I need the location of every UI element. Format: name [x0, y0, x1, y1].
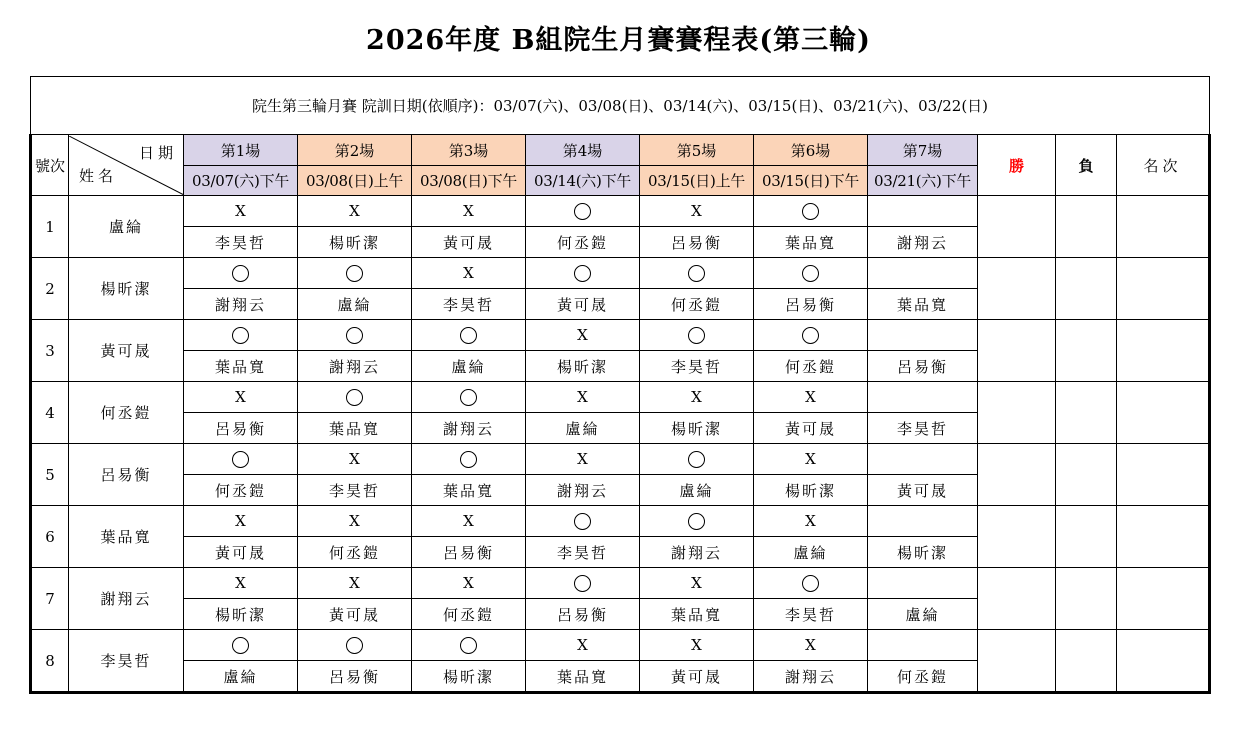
loss-mark: X — [298, 506, 412, 537]
win-count-cell — [978, 382, 1056, 444]
win-mark — [298, 630, 412, 661]
round-header-3: 第3場 — [412, 135, 526, 166]
round-header-2: 第2場 — [298, 135, 412, 166]
loss-mark: X — [754, 444, 868, 475]
win-count-cell — [978, 196, 1056, 258]
loss-count-cell — [1056, 630, 1117, 693]
result-cell — [868, 630, 978, 661]
win-mark — [640, 506, 754, 537]
opponent-name: 葉品寬 — [640, 599, 754, 630]
player-name: 楊昕潔 — [69, 258, 184, 320]
opponent-name: 盧綸 — [526, 413, 640, 444]
page-title: 2026年度 B組院生月賽賽程表(第三輪) — [366, 25, 871, 56]
circle-icon — [688, 513, 705, 530]
opponent-name: 李昊哲 — [754, 599, 868, 630]
win-count-cell — [978, 320, 1056, 382]
loss-mark: X — [526, 630, 640, 661]
header-row-rounds — [31, 135, 1210, 166]
schedule-table — [29, 76, 1211, 694]
loss-count-cell — [1056, 258, 1117, 320]
opponent-name: 呂易衡 — [184, 413, 298, 444]
win-mark — [184, 258, 298, 289]
loss-count-cell — [1056, 506, 1117, 568]
rank-cell — [1117, 568, 1210, 630]
opponent-name: 黃可晟 — [184, 537, 298, 568]
loss-mark: X — [412, 568, 526, 599]
player-number: 5 — [31, 444, 69, 506]
circle-icon — [688, 265, 705, 282]
loss-mark: X — [412, 258, 526, 289]
win-mark — [526, 568, 640, 599]
opponent-name: 葉品寬 — [412, 475, 526, 506]
name-header-label: 姓名 — [79, 166, 118, 185]
opponent-name: 楊昕潔 — [298, 227, 412, 258]
opponent-name: 盧綸 — [184, 661, 298, 693]
opponent-name: 呂易衡 — [868, 351, 978, 382]
opponent-name: 楊昕潔 — [184, 599, 298, 630]
circle-icon — [802, 327, 819, 344]
date-header-label: 日期 — [138, 143, 177, 162]
loss-count-cell — [1056, 382, 1117, 444]
player-name: 葉品寬 — [69, 506, 184, 568]
diagonal-header — [69, 135, 184, 196]
circle-icon — [232, 451, 249, 468]
loss-mark: X — [754, 382, 868, 413]
circle-icon — [346, 265, 363, 282]
win-mark — [526, 506, 640, 537]
circle-icon — [460, 451, 477, 468]
loss-mark: X — [754, 506, 868, 537]
win-mark — [526, 258, 640, 289]
round-date-6: 03/15(日)下午 — [754, 166, 868, 196]
player-name: 盧綸 — [69, 196, 184, 258]
rank-header: 名次 — [1117, 135, 1210, 196]
win-mark — [754, 258, 868, 289]
opponent-name: 謝翔云 — [640, 537, 754, 568]
player-row — [31, 382, 1210, 413]
player-row — [31, 258, 1210, 289]
result-cell — [868, 382, 978, 413]
circle-icon — [688, 327, 705, 344]
opponent-name: 楊昕潔 — [868, 537, 978, 568]
loss-mark: X — [298, 568, 412, 599]
number-header: 號次 — [31, 135, 69, 196]
player-number: 8 — [31, 630, 69, 693]
opponent-name: 盧綸 — [868, 599, 978, 630]
opponent-name: 盧綸 — [754, 537, 868, 568]
circle-icon — [802, 203, 819, 220]
player-row — [31, 506, 1210, 537]
opponent-name: 黃可晟 — [868, 475, 978, 506]
player-row — [31, 320, 1210, 351]
circle-icon — [574, 203, 591, 220]
opponent-name: 黃可晟 — [526, 289, 640, 320]
win-count-cell — [978, 444, 1056, 506]
win-count-cell — [978, 258, 1056, 320]
player-number: 1 — [31, 196, 69, 258]
player-number: 4 — [31, 382, 69, 444]
rank-cell — [1117, 630, 1210, 693]
round-header-4: 第4場 — [526, 135, 640, 166]
result-cell — [868, 568, 978, 599]
result-cell — [868, 444, 978, 475]
win-mark — [754, 568, 868, 599]
opponent-name: 呂易衡 — [754, 289, 868, 320]
player-row — [31, 630, 1210, 661]
opponent-name: 李昊哲 — [868, 413, 978, 444]
opponent-name: 呂易衡 — [640, 227, 754, 258]
win-count-cell — [978, 630, 1056, 693]
opponent-name: 黃可晟 — [754, 413, 868, 444]
opponent-name: 葉品寬 — [184, 351, 298, 382]
win-mark — [640, 320, 754, 351]
win-mark — [754, 196, 868, 227]
opponent-name: 何丞鎧 — [526, 227, 640, 258]
round-header-6: 第6場 — [754, 135, 868, 166]
round-date-4: 03/14(六)下午 — [526, 166, 640, 196]
loss-mark: X — [184, 568, 298, 599]
opponent-name: 謝翔云 — [868, 227, 978, 258]
round-header-7: 第7場 — [868, 135, 978, 166]
opponent-name: 呂易衡 — [298, 661, 412, 693]
opponent-name: 呂易衡 — [526, 599, 640, 630]
rank-cell — [1117, 258, 1210, 320]
opponent-name: 楊昕潔 — [412, 661, 526, 693]
opponent-name: 李昊哲 — [412, 289, 526, 320]
info-row — [31, 77, 1210, 135]
win-mark — [412, 630, 526, 661]
win-count-cell — [978, 506, 1056, 568]
result-cell — [868, 196, 978, 227]
circle-icon — [574, 575, 591, 592]
opponent-name: 盧綸 — [412, 351, 526, 382]
loss-count-cell — [1056, 568, 1117, 630]
opponent-name: 何丞鎧 — [184, 475, 298, 506]
circle-icon — [802, 575, 819, 592]
opponent-name: 何丞鎧 — [754, 351, 868, 382]
circle-icon — [346, 637, 363, 654]
win-mark — [412, 382, 526, 413]
win-header: 勝 — [978, 135, 1056, 196]
opponent-name: 李昊哲 — [184, 227, 298, 258]
opponent-name: 楊昕潔 — [640, 413, 754, 444]
opponent-name: 謝翔云 — [412, 413, 526, 444]
opponent-name: 謝翔云 — [526, 475, 640, 506]
loss-count-cell — [1056, 444, 1117, 506]
loss-mark: X — [526, 320, 640, 351]
win-mark — [754, 320, 868, 351]
win-mark — [298, 258, 412, 289]
player-row — [31, 444, 1210, 475]
loss-mark: X — [754, 630, 868, 661]
player-number: 2 — [31, 258, 69, 320]
win-mark — [184, 320, 298, 351]
circle-icon — [346, 327, 363, 344]
opponent-name: 葉品寬 — [754, 227, 868, 258]
loss-mark: X — [526, 444, 640, 475]
opponent-name: 李昊哲 — [526, 537, 640, 568]
player-number: 6 — [31, 506, 69, 568]
win-mark — [412, 444, 526, 475]
loss-mark: X — [298, 444, 412, 475]
win-mark — [184, 630, 298, 661]
win-mark — [526, 196, 640, 227]
opponent-name: 李昊哲 — [298, 475, 412, 506]
circle-icon — [460, 327, 477, 344]
opponent-name: 楊昕潔 — [754, 475, 868, 506]
circle-icon — [574, 265, 591, 282]
opponent-name: 謝翔云 — [298, 351, 412, 382]
player-row — [31, 196, 1210, 227]
loss-count-cell — [1056, 320, 1117, 382]
player-name: 謝翔云 — [69, 568, 184, 630]
win-mark — [412, 320, 526, 351]
opponent-name: 何丞鎧 — [868, 661, 978, 693]
win-mark — [298, 320, 412, 351]
opponent-name: 呂易衡 — [412, 537, 526, 568]
rank-cell — [1117, 382, 1210, 444]
rank-cell — [1117, 320, 1210, 382]
round-date-5: 03/15(日)上午 — [640, 166, 754, 196]
opponent-name: 盧綸 — [298, 289, 412, 320]
win-mark — [298, 382, 412, 413]
player-number: 7 — [31, 568, 69, 630]
result-cell — [868, 258, 978, 289]
opponent-name: 盧綸 — [640, 475, 754, 506]
training-dates-info: 院生第三輪月賽 院訓日期(依順序)：03/07(六)、03/08(日)、03/14(六)、03/15(日)、03/21(六)、03/22(日) — [31, 77, 1210, 135]
loss-mark: X — [526, 382, 640, 413]
opponent-name: 謝翔云 — [754, 661, 868, 693]
round-date-3: 03/08(日)下午 — [412, 166, 526, 196]
loss-mark: X — [412, 196, 526, 227]
circle-icon — [460, 389, 477, 406]
opponent-name: 黃可晟 — [640, 661, 754, 693]
circle-icon — [688, 451, 705, 468]
opponent-name: 何丞鎧 — [298, 537, 412, 568]
opponent-name: 謝翔云 — [184, 289, 298, 320]
result-cell — [868, 506, 978, 537]
round-date-7: 03/21(六)下午 — [868, 166, 978, 196]
circle-icon — [460, 637, 477, 654]
opponent-name: 黃可晟 — [412, 227, 526, 258]
player-name: 黃可晟 — [69, 320, 184, 382]
lose-header: 負 — [1056, 135, 1117, 196]
opponent-name: 葉品寬 — [298, 413, 412, 444]
loss-mark: X — [412, 506, 526, 537]
round-header-5: 第5場 — [640, 135, 754, 166]
player-name: 李昊哲 — [69, 630, 184, 693]
loss-mark: X — [640, 568, 754, 599]
loss-mark: X — [298, 196, 412, 227]
player-number: 3 — [31, 320, 69, 382]
rank-cell — [1117, 506, 1210, 568]
win-mark — [640, 258, 754, 289]
player-name: 何丞鎧 — [69, 382, 184, 444]
loss-mark: X — [184, 196, 298, 227]
opponent-name: 何丞鎧 — [640, 289, 754, 320]
round-date-1: 03/07(六)下午 — [184, 166, 298, 196]
opponent-name: 葉品寬 — [868, 289, 978, 320]
rank-cell — [1117, 444, 1210, 506]
opponent-name: 李昊哲 — [640, 351, 754, 382]
player-row — [31, 568, 1210, 599]
loss-mark: X — [184, 506, 298, 537]
loss-mark: X — [640, 382, 754, 413]
circle-icon — [802, 265, 819, 282]
opponent-name: 何丞鎧 — [412, 599, 526, 630]
loss-mark: X — [640, 196, 754, 227]
opponent-name: 葉品寬 — [526, 661, 640, 693]
round-date-2: 03/08(日)上午 — [298, 166, 412, 196]
player-name: 呂易衡 — [69, 444, 184, 506]
circle-icon — [232, 637, 249, 654]
win-count-cell — [978, 568, 1056, 630]
rank-cell — [1117, 196, 1210, 258]
opponent-name: 黃可晟 — [298, 599, 412, 630]
loss-mark: X — [640, 630, 754, 661]
result-cell — [868, 320, 978, 351]
win-mark — [640, 444, 754, 475]
circle-icon — [232, 265, 249, 282]
win-mark — [184, 444, 298, 475]
circle-icon — [232, 327, 249, 344]
loss-mark: X — [184, 382, 298, 413]
opponent-name: 楊昕潔 — [526, 351, 640, 382]
loss-count-cell — [1056, 196, 1117, 258]
round-header-1: 第1場 — [184, 135, 298, 166]
circle-icon — [574, 513, 591, 530]
circle-icon — [346, 389, 363, 406]
